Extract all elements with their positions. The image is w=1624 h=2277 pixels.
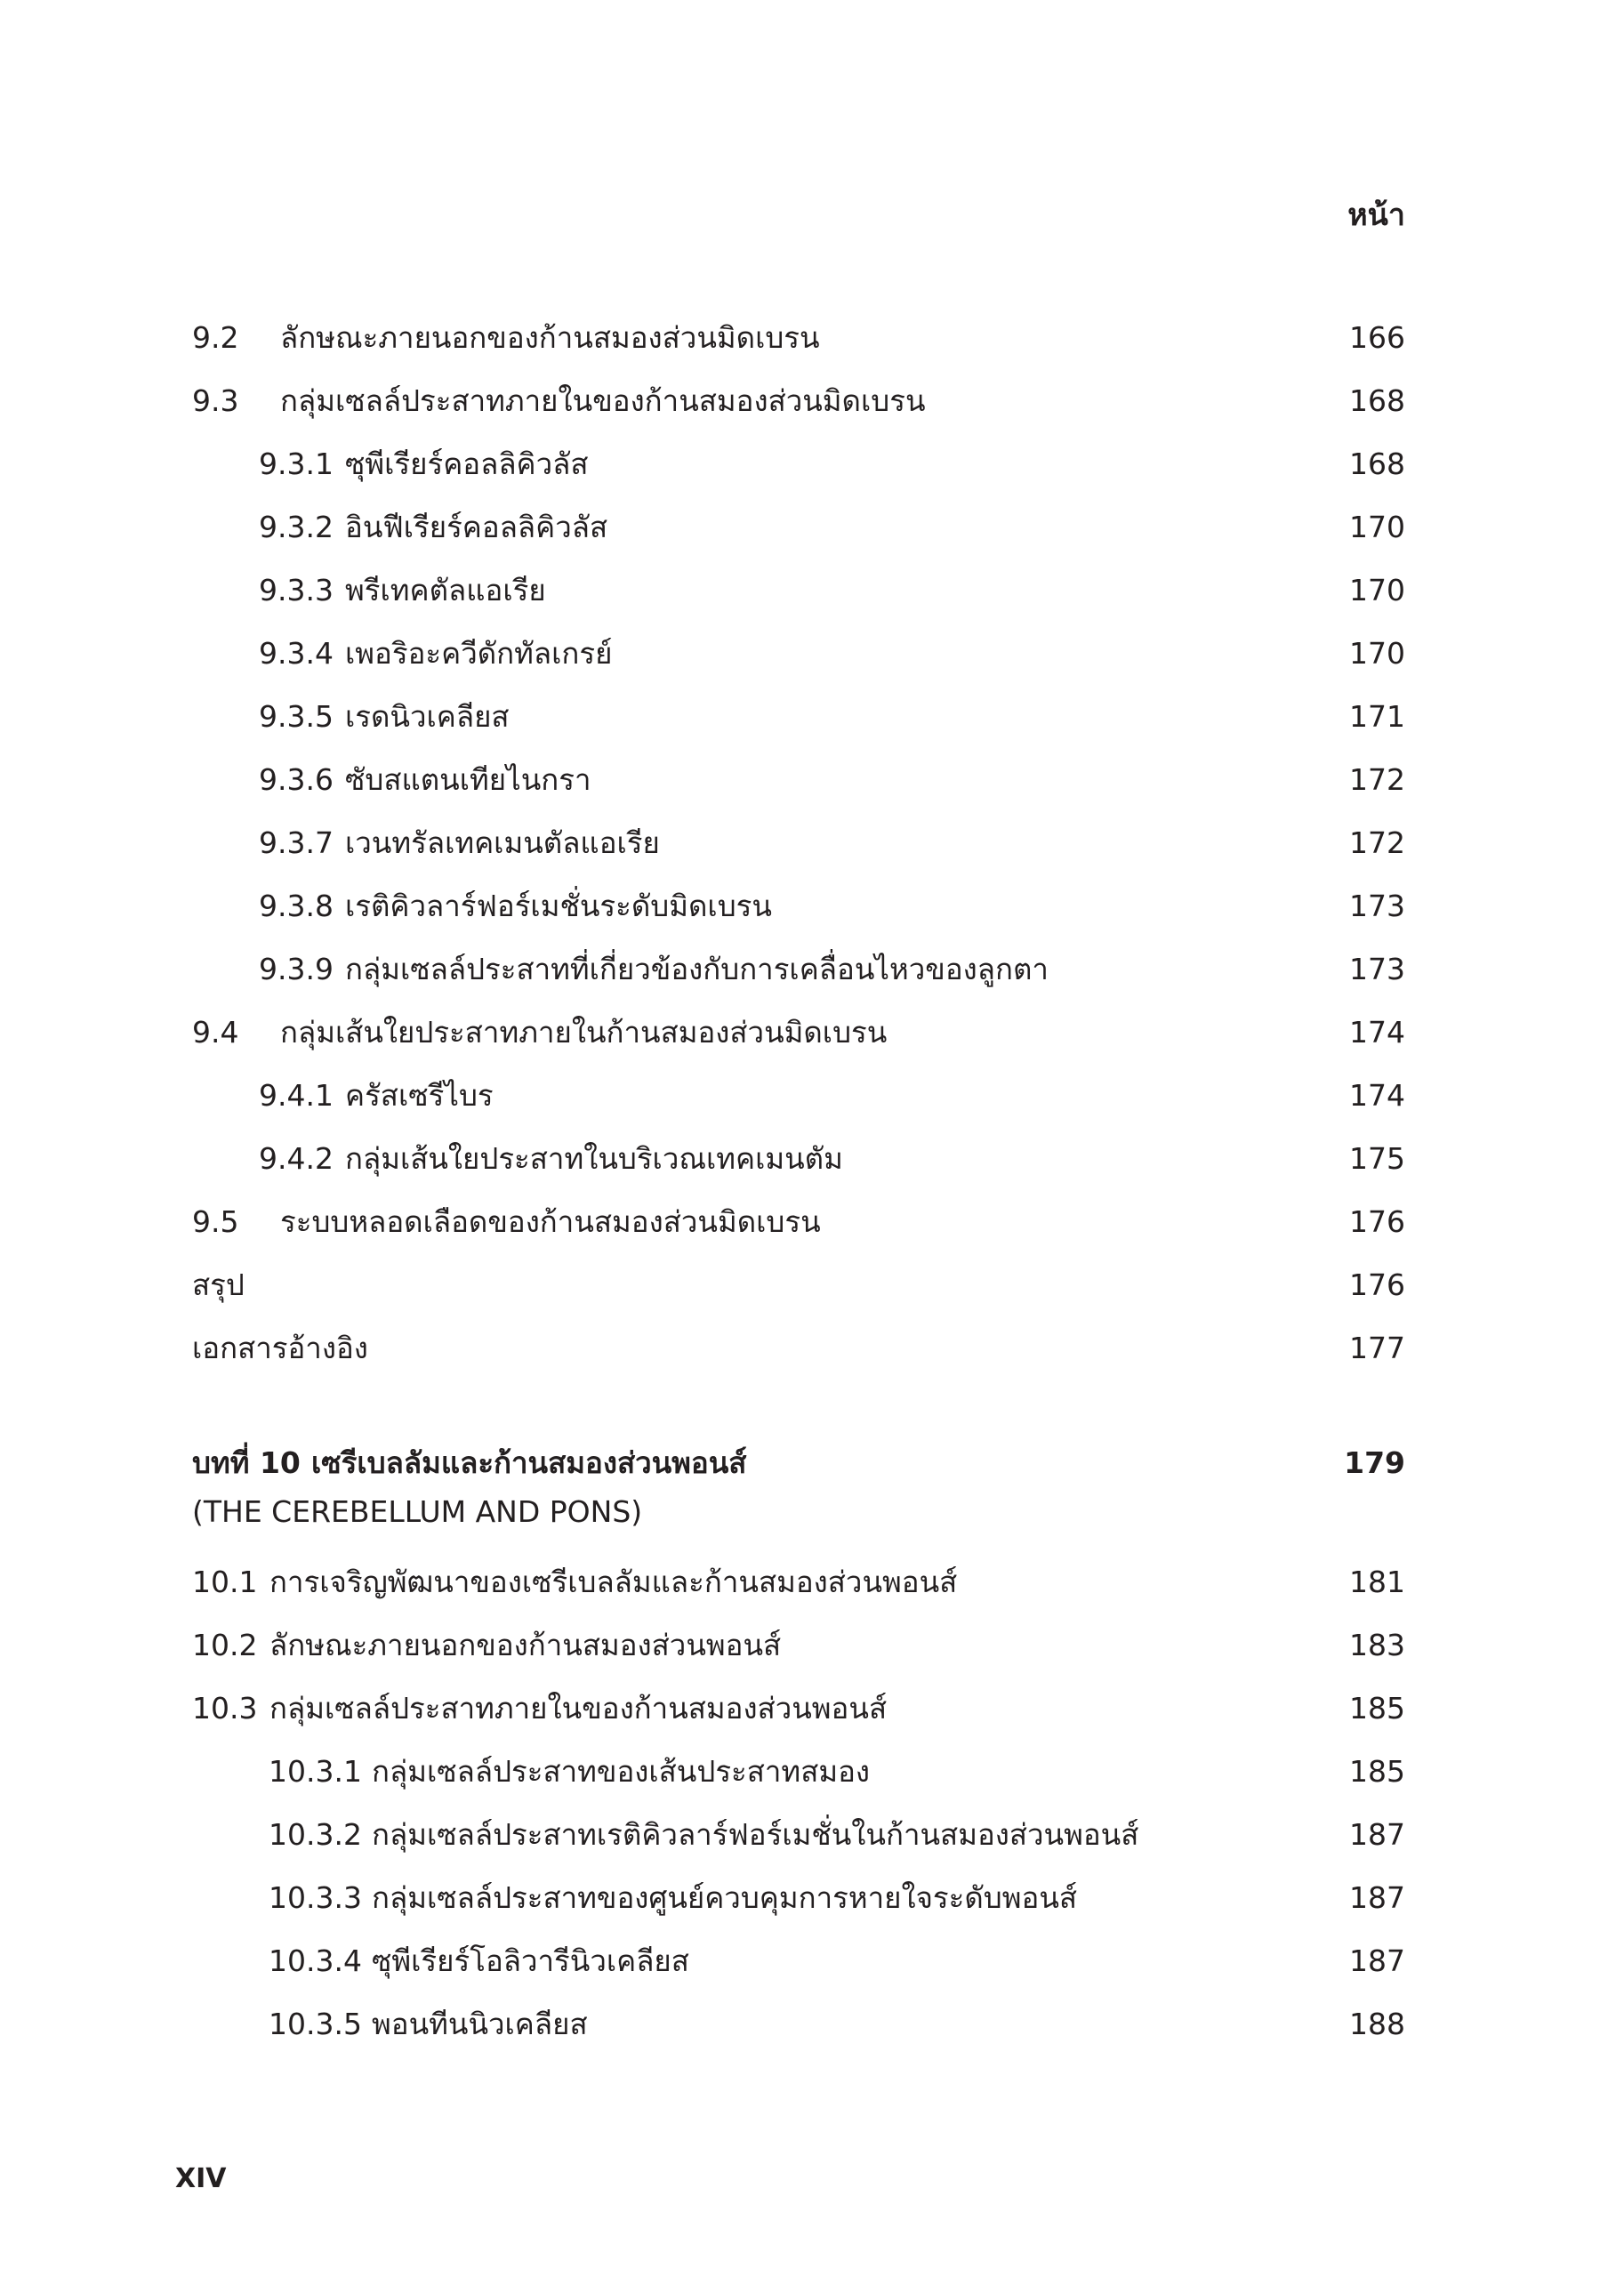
- entry-page: 170: [1349, 636, 1405, 671]
- entry-page: 187: [1349, 1943, 1405, 1978]
- entry-number: 10.2: [192, 1628, 258, 1662]
- entry-page: 166: [1349, 320, 1405, 355]
- entry-title: การเจริญพัฒนาของเซรีเบลลัมและก้านสมองส่วนพอนส์: [269, 1565, 958, 1599]
- entry-page: 172: [1349, 825, 1405, 860]
- chapter-page: 179: [1344, 1445, 1405, 1480]
- toc-entry-9-3-8: [0, 881, 1624, 931]
- entry-page: 188: [1349, 2007, 1405, 2041]
- toc-entry-9-3-7: [0, 818, 1624, 868]
- entry-number: 9.2: [192, 320, 239, 355]
- toc-entry-9-4-2: [0, 1134, 1624, 1184]
- toc-entry-9-2: [0, 313, 1624, 363]
- entry-page: 170: [1349, 510, 1405, 544]
- entry-page: 173: [1349, 889, 1405, 923]
- entry-title: พอนทีนนิวเคลียส: [372, 2007, 588, 2041]
- entry-page: 168: [1349, 383, 1405, 418]
- entry-title: สรุป: [192, 1267, 245, 1302]
- entry-page: 168: [1349, 447, 1405, 481]
- entry-number: 9.5: [192, 1204, 239, 1239]
- entry-page: 171: [1349, 699, 1405, 734]
- entry-page: 172: [1349, 762, 1405, 797]
- entry-title: อินฟีเรียร์คอลลิคิวลัส: [345, 510, 608, 544]
- entry-title: กลุ่มเซลล์ประสาทภายในของก้านสมองส่วนมิดเบรน: [280, 383, 926, 418]
- entry-number: 10.3.2: [269, 1817, 362, 1852]
- toc-entry-9-3-2: [0, 503, 1624, 552]
- entry-title: ครัสเซรีไบร: [345, 1078, 494, 1113]
- entry-number: 9.4.1: [259, 1078, 334, 1113]
- entry-title: ระบบหลอดเลือดของก้านสมองส่วนมิดเบรน: [280, 1204, 821, 1239]
- chapter-number: บทที่ 10: [192, 1445, 301, 1480]
- entry-number: 10.3.3: [269, 1880, 362, 1915]
- entry-number: 9.3.6: [259, 762, 334, 797]
- entry-title: กลุ่มเซลล์ประสาทภายในของก้านสมองส่วนพอนส์: [269, 1691, 888, 1726]
- toc-entry-10-3-3: [0, 1873, 1624, 1923]
- toc-entry-references: [0, 1324, 1624, 1373]
- entry-number: 9.3.7: [259, 825, 334, 860]
- entry-title: กลุ่มเซลล์ประสาทของเส้นประสาทสมอง: [372, 1754, 871, 1789]
- toc-entry-9-3-5: [0, 692, 1624, 742]
- toc-entry-9-4-1: [0, 1071, 1624, 1121]
- entry-number: 10.1: [192, 1565, 258, 1599]
- entry-page: 176: [1349, 1267, 1405, 1302]
- entry-title: ซับสแตนเทียไนกรา: [345, 762, 591, 797]
- entry-number: 9.3.1: [259, 447, 334, 481]
- toc-entry-10-3-5: [0, 1999, 1624, 2049]
- entry-number: 9.3.8: [259, 889, 334, 923]
- entry-number: 10.3.1: [269, 1754, 362, 1789]
- page-number: XIV: [175, 2163, 227, 2194]
- entry-number: 9.3.5: [259, 699, 334, 734]
- toc-entry-10-3-4: [0, 1936, 1624, 1986]
- entry-number: 9.3.3: [259, 573, 334, 607]
- entry-number: 9.4: [192, 1015, 239, 1050]
- entry-title: กลุ่มเส้นใยประสาทภายในก้านสมองส่วนมิดเบรน: [280, 1015, 888, 1050]
- toc-entry-9-3-1: [0, 439, 1624, 489]
- entry-title: กลุ่มเซลล์ประสาทเรติคิวลาร์ฟอร์เมชั่นในก้านสมองส่วนพอนส์: [372, 1817, 1139, 1852]
- entry-title: เรติคิวลาร์ฟอร์เมชั่นระดับมิดเบรน: [345, 889, 772, 923]
- entry-number: 9.3.2: [259, 510, 334, 544]
- entry-page: 185: [1349, 1754, 1405, 1789]
- chapter-heading: [0, 1438, 1624, 1488]
- entry-title: กลุ่มเซลล์ประสาทที่เกี่ยวข้องกับการเคลื่อนไหวของลูกตา: [345, 952, 1049, 986]
- entry-number: 10.3: [192, 1691, 258, 1726]
- entry-number: 9.3.4: [259, 636, 334, 671]
- entry-page: 183: [1349, 1628, 1405, 1662]
- entry-title: ลักษณะภายนอกของก้านสมองส่วนมิดเบรน: [280, 320, 820, 355]
- entry-title: เวนทรัลเทคเมนตัลแอเรีย: [345, 825, 660, 860]
- entry-title: พรีเทคตัลแอเรีย: [345, 573, 546, 607]
- entry-page: 187: [1349, 1880, 1405, 1915]
- toc-entry-summary: [0, 1260, 1624, 1310]
- entry-title: กลุ่มเซลล์ประสาทของศูนย์ควบคุมการหายใจระดับพอนส์: [372, 1880, 1078, 1915]
- entry-page: 174: [1349, 1015, 1405, 1050]
- toc-entry-9-3-3: [0, 566, 1624, 616]
- toc-entry-10-3-2: [0, 1810, 1624, 1860]
- entry-page: 173: [1349, 952, 1405, 986]
- toc-entry-9-3: [0, 376, 1624, 426]
- entry-page: 175: [1349, 1141, 1405, 1176]
- toc-entry-10-2: [0, 1621, 1624, 1670]
- entry-number: 10.3.5: [269, 2007, 362, 2041]
- entry-page: 187: [1349, 1817, 1405, 1852]
- toc-entry-9-3-9: [0, 945, 1624, 994]
- entry-page: 185: [1349, 1691, 1405, 1726]
- chapter-title: เซรีเบลลัมและก้านสมองส่วนพอนส์: [311, 1445, 747, 1480]
- toc-entry-9-3-6: [0, 755, 1624, 805]
- entry-title: กลุ่มเส้นใยประสาทในบริเวณเทคเมนตัม: [345, 1141, 843, 1176]
- entry-number: 9.4.2: [259, 1141, 334, 1176]
- entry-number: 10.3.4: [269, 1943, 362, 1978]
- toc-entry-10-1: [0, 1557, 1624, 1607]
- toc-entry-10-3: [0, 1684, 1624, 1734]
- entry-number: 9.3.9: [259, 952, 334, 986]
- entry-title: เอกสารอ้างอิง: [192, 1331, 368, 1365]
- chapter-subtitle: (THE CEREBELLUM AND PONS): [192, 1494, 643, 1529]
- page-column-header: หน้า: [1347, 197, 1405, 233]
- entry-title: ซุพีเรียร์โอลิวารีนิวเคลียส: [372, 1943, 689, 1978]
- toc-entry-9-3-4: [0, 629, 1624, 679]
- entry-page: 176: [1349, 1204, 1405, 1239]
- entry-page: 170: [1349, 573, 1405, 607]
- toc-entry-10-3-1: [0, 1747, 1624, 1797]
- entry-title: เรดนิวเคลียส: [345, 699, 510, 734]
- entry-page: 174: [1349, 1078, 1405, 1113]
- entry-title: เพอริอะควีดักทัลเกรย์: [345, 636, 613, 671]
- entry-page: 177: [1349, 1331, 1405, 1365]
- toc-entry-9-5: [0, 1197, 1624, 1247]
- entry-title: ซุพีเรียร์คอลลิคิวลัส: [345, 447, 589, 481]
- entry-page: 181: [1349, 1565, 1405, 1599]
- entry-title: ลักษณะภายนอกของก้านสมองส่วนพอนส์: [269, 1628, 782, 1662]
- toc-entry-9-4: [0, 1008, 1624, 1058]
- entry-number: 9.3: [192, 383, 239, 418]
